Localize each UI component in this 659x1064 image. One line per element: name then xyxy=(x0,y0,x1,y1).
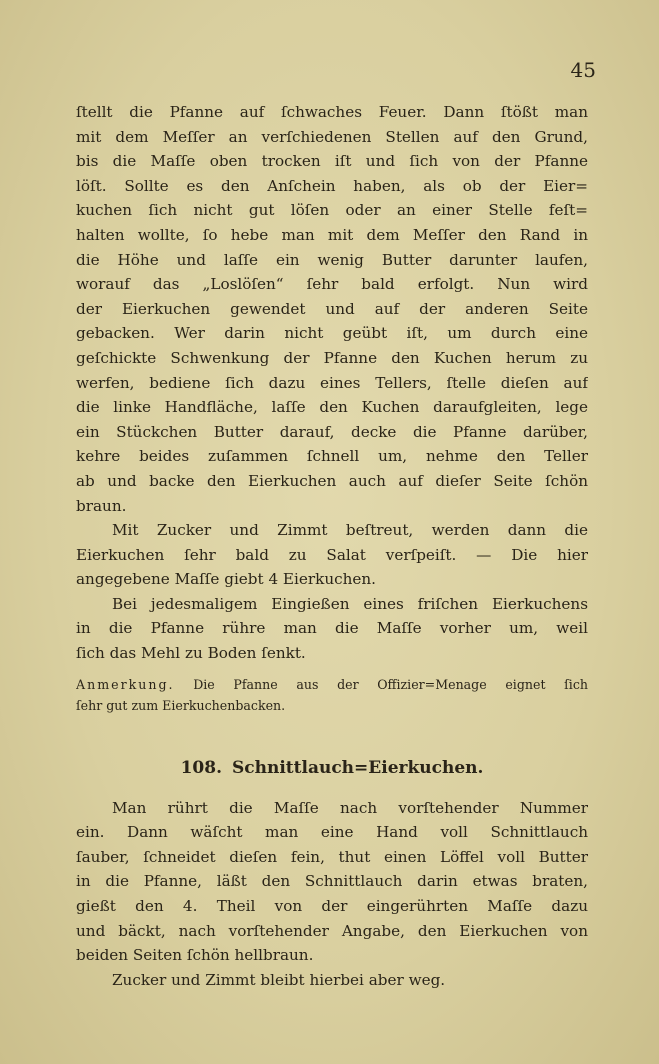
text-line: ein. Dann wäſcht man eine Hand voll Schnittlauch xyxy=(76,823,588,842)
text-line: halten wollte, ſo hebe man mit dem Meſſer den Rand in xyxy=(76,225,588,244)
text-line: gießt den 4. Theil von der eingerührten Maſſe dazu xyxy=(76,897,588,916)
text-line: braun. xyxy=(76,496,127,515)
text-line: Man rührt die Maſſe nach vorſtehender Nummer xyxy=(112,798,588,817)
text-line: ſich das Mehl zu Boden ſenkt. xyxy=(76,644,306,663)
text-line: geſchickte Schwenkung der Pfanne den Kuchen herum zu xyxy=(76,348,588,367)
paragraph-recipe-method xyxy=(76,796,588,968)
text-line: ſehr gut zum Eierkuchenbacken. xyxy=(76,697,286,713)
paragraph-recipe-note xyxy=(76,968,588,993)
text-line: bis die Maſſe oben trocken iſt und ſich von der Pfanne xyxy=(76,152,588,171)
remark-label: Anmerkung. xyxy=(76,676,175,692)
paragraph-pan-flipping xyxy=(76,100,588,518)
text-line: in die Pfanne rühre man die Maſſe vorher um, weil xyxy=(76,619,588,638)
text-line: gebacken. Wer darin nicht geübt iſt, um durch eine xyxy=(76,324,588,343)
text-line xyxy=(76,674,588,695)
text-line: worauf das „Loslöſen“ ſehr bald erfolgt. Nun wird xyxy=(76,275,588,294)
text-line: die linke Handfläche, laſſe den Kuchen daraufgleiten, lege xyxy=(76,398,588,417)
text-line: und bäckt, nach vorſtehender Angabe, den Eierkuchen von xyxy=(76,921,588,940)
text-line: beiden Seiten ſchön hellbraun. xyxy=(76,946,314,965)
text-line: Mit Zucker und Zimmt beſtreut, werden dann die xyxy=(112,521,588,540)
text-line: Eierkuchen ſehr bald zu Salat verſpeiſt. — Die hier xyxy=(76,545,588,564)
text-line: löſt. Sollte es den Anſchein haben, als ob der Eier= xyxy=(76,176,588,195)
text-line: ein Stückchen Butter darauf, decke die Pfanne darüber, xyxy=(76,422,588,441)
recipe-number: 108. xyxy=(180,757,222,778)
text-line: kuchen ſich nicht gut löſen oder an einer Stelle feſt= xyxy=(76,201,588,220)
text-line: mit dem Meſſer an verſchiedenen Stellen auf den Grund, xyxy=(76,127,588,146)
recipe-title: Schnittlauch=Eierkuchen. xyxy=(231,757,484,778)
page-body xyxy=(76,100,588,992)
paragraph-stirring xyxy=(76,592,588,666)
text-line: kehre beides zuſammen ſchnell um, nehme den Teller xyxy=(76,447,588,466)
footnote-remark xyxy=(76,674,588,716)
text-line: ab und backe den Eierkuchen auch auf dieſer Seite ſchön xyxy=(76,471,588,490)
recipe-heading xyxy=(76,754,588,782)
text-line: der Eierkuchen gewendet und auf der anderen Seite xyxy=(76,299,588,318)
text-line: ſtellt die Pfanne auf ſchwaches Feuer. Dann ſtößt man xyxy=(76,103,588,121)
text-line: in die Pfanne, läßt den Schnittlauch darin etwas braten, xyxy=(76,872,588,891)
paragraph-serving xyxy=(76,518,588,592)
text-line: werfen, bediene ſich dazu eines Tellers, ſtelle dieſen auf xyxy=(76,373,588,392)
text-line: die Höhe und laſſe ein wenig Butter darunter laufen, xyxy=(76,250,588,269)
page-number: 45 xyxy=(570,58,596,82)
text-line: angegebene Maſſe giebt 4 Eierkuchen. xyxy=(76,570,376,589)
text-line: Bei jedesmaligem Eingießen eines friſchen Eierkuchens xyxy=(112,594,588,613)
remark-text: Die Pfanne aus der Offizier=Menage eignet ſich xyxy=(193,676,588,692)
text-line: Zucker und Zimmt bleibt hierbei aber weg. xyxy=(112,970,446,989)
text-line: ſauber, ſchneidet dieſen fein, thut einen Löffel voll Butter xyxy=(76,847,588,866)
